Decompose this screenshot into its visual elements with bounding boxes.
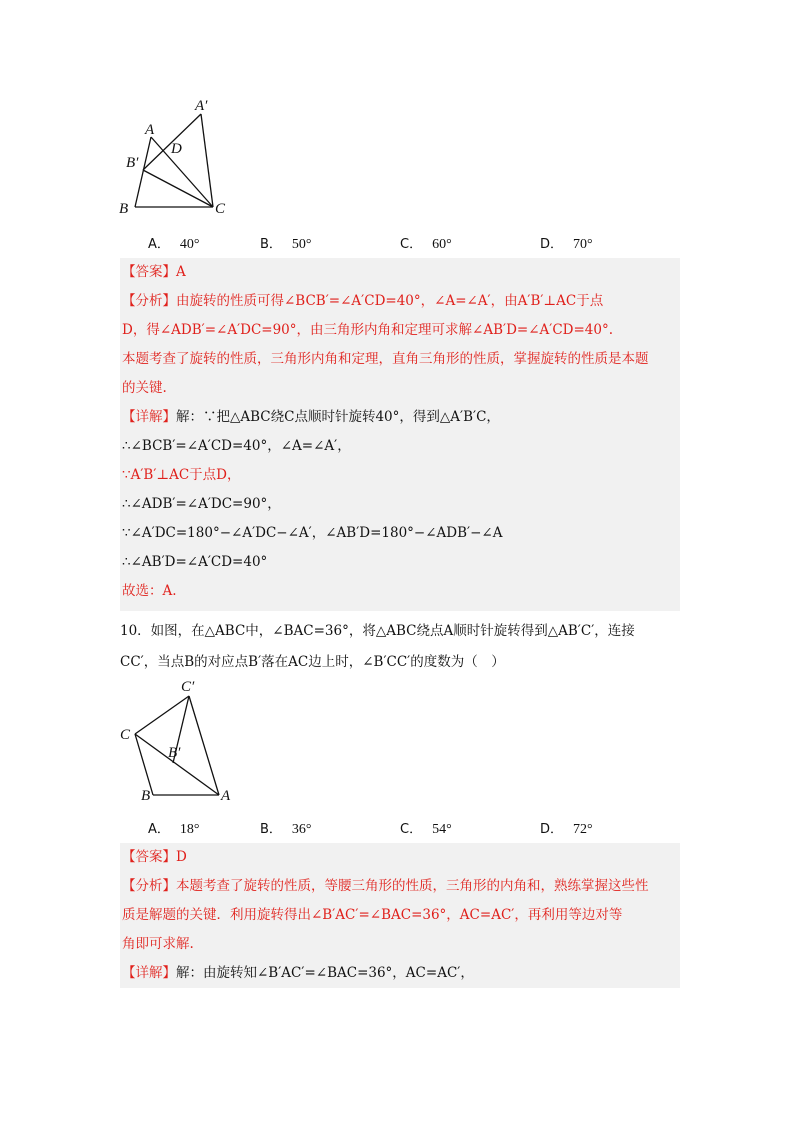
q10-question-line-1: 10．如图，在△ABC中，∠BAC=36°，将△ABC绕点A顺时针旋转得到△AB′C′，连接 — [120, 623, 635, 639]
q10-analysis-line: 【分析】本题考查了旋转的性质，等腰三角形的性质，三角形的内角和，熟练掌握这些性 — [122, 878, 649, 894]
q9-analysis-line: D，得∠ADB′=∠A′DC=90°，由三角形内角和定理可求解∠AB′D=∠A′CD=40°. — [122, 322, 614, 338]
q9-detail-line: ∴∠ADB′=∠A′DC=90°， — [122, 496, 281, 512]
q10-answer: 【答案】D — [122, 849, 187, 865]
segment-ac — [151, 137, 213, 207]
label-c: C — [215, 201, 226, 217]
q9-detail-line: ∴∠AB′D=∠A′CD=40° — [122, 554, 268, 570]
segment-aprime-c — [201, 114, 213, 207]
q9-option-b: B． 50° — [260, 237, 312, 252]
q9-analysis-line: 【分析】由旋转的性质可得∠BCB′=∠A′CD=40°，∠A=∠A′，由A′B′⊥AC于点 — [122, 293, 604, 309]
q9-solution-box — [120, 258, 680, 611]
q9-detail-line: ∵A′B′⊥AC于点D， — [122, 467, 241, 483]
figure-rotation-triangle-2 — [115, 675, 245, 805]
label-c: C — [120, 727, 131, 743]
q9-analysis-line: 本题考查了旋转的性质，三角形内角和定理，直角三角形的性质，掌握旋转的性质是本题 — [122, 351, 649, 367]
segment-cprime-a — [189, 696, 219, 795]
label-b: B — [119, 201, 129, 217]
segment-cb — [135, 734, 153, 795]
label-a-prime: A′ — [195, 98, 208, 114]
label-a: A — [221, 788, 231, 804]
segment-ba — [135, 137, 151, 207]
q9-answer: 【答案】A — [122, 264, 186, 280]
q9-choice: 故选：A. — [122, 583, 177, 599]
label-d: D — [171, 141, 182, 157]
label-a: A — [145, 122, 155, 138]
q10-analysis-line: 质是解题的关键．利用旋转得出∠B′AC′=∠BAC=36°，AC=AC′，再利用等边对等 — [122, 907, 623, 923]
figure-rotation-triangle-1 — [115, 95, 240, 220]
q10-detail-line-1: 【详解】解：由旋转知∠B′AC′=∠BAC=36°，AC=AC′， — [122, 965, 474, 981]
q10-detail-head: 【详解】 — [122, 965, 176, 981]
q10-option-c: C． 54° — [400, 822, 452, 837]
q9-detail-line: ∴∠BCB′=∠A′CD=40°，∠A=∠A′， — [122, 438, 351, 454]
q9-detail-line: ∵∠A′DC=180°−∠A′DC−∠A′，∠AB′D=180°−∠ADB′−∠A — [122, 525, 503, 541]
q10-question-line-2: CC′，当点B的对应点B′落在AC边上时，∠B′CC′的度数为（ ） — [120, 654, 505, 670]
q10-solution-box — [120, 843, 680, 988]
q9-detail-head: 【详解】 — [122, 409, 176, 425]
q9-analysis-line: 的关键. — [122, 380, 167, 396]
segment-ca — [135, 734, 219, 795]
q10-analysis-line: 角即可求解. — [122, 936, 194, 952]
q10-option-a: A． 18° — [148, 822, 200, 837]
q9-option-d: D． 70° — [540, 237, 593, 252]
label-b: B — [141, 788, 151, 804]
label-c-prime: C′ — [181, 679, 195, 695]
label-b-prime: B′ — [168, 745, 181, 761]
q9-option-c: C． 60° — [400, 237, 452, 252]
q10-option-d: D． 72° — [540, 822, 593, 837]
label-b-prime: B′ — [126, 155, 139, 171]
segment-bprime-c — [143, 170, 213, 207]
q9-detail-line-1: 【详解】解：∵把△ABC绕C点顺时针旋转40°，得到△A′B′C， — [122, 409, 500, 425]
q9-option-a: A． 40° — [148, 237, 200, 252]
q10-option-b: B． 36° — [260, 822, 312, 837]
